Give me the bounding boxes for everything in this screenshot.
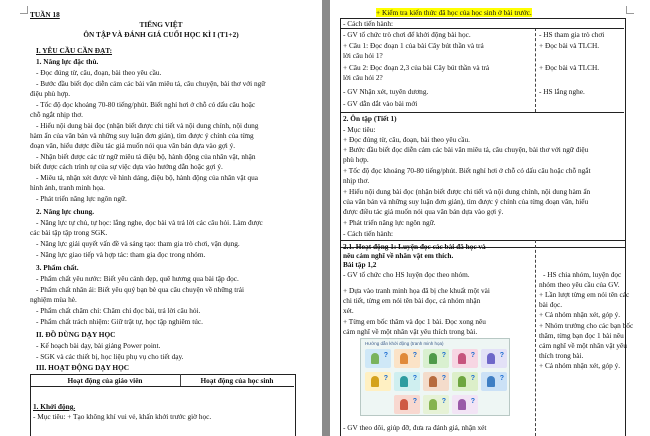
margin-corner-mark — [626, 6, 634, 14]
text-line: + Bước đầu biết đọc diễn cảm các bài văn miêu tả, câu chuyện, bài thơ với ngữ điệu — [343, 145, 589, 154]
student-text: - HS chia nhóm, luyện đọc — [543, 270, 622, 279]
text-line: + Câu 1: Đọc đoạn 1 của bài Cây bút thần và trả — [343, 41, 484, 50]
student-text: - HS lắng nghe. — [539, 87, 585, 96]
student-text: cảm nghĩ về một nhân vật yêu — [539, 341, 627, 350]
right-page — [330, 0, 650, 436]
text-line: + Dựa vào tranh minh họa đã bị che khuất một vài — [343, 286, 490, 295]
subject-heading: TIẾNG VIỆT — [139, 20, 183, 29]
student-text: bài đọc. — [539, 300, 563, 309]
text-line: - Năng lực giao tiếp và hợp tác: tham gia đọc trong nhóm. — [36, 250, 206, 259]
table-header-student: Hoạt động của học sinh — [200, 376, 274, 385]
student-text: + Cả nhóm nhận xét, góp ý. — [539, 310, 621, 319]
story-card: ? — [481, 349, 507, 368]
text-line: chi tiết, từng em nói tên bài đọc, cả nhóm nhận — [343, 296, 481, 305]
exercise-label: Bài tập 1,2 — [343, 260, 377, 269]
subsection-heading: 1. Năng lực đặc thù. — [36, 57, 99, 66]
text-line: - GV theo dõi, giúp đỡ, đưa ra đánh giá, nhận xét — [343, 423, 487, 432]
text-line: - Hiểu nội dung bài đọc (nhận biết được chi tiết và nội dung chính, nội dung — [36, 121, 259, 130]
story-card: ? — [452, 349, 478, 368]
text-line: lời câu hỏi 1? — [343, 51, 383, 60]
text-line: phù hợp. — [343, 155, 369, 164]
text-line: - Mục tiêu: + Tạo không khí vui vẻ, khấn khởi trước giờ học. — [33, 412, 212, 421]
story-card: ? — [423, 372, 449, 391]
table-column-divider — [535, 28, 536, 112]
text-line: chỗ ngắt nhịp thơ. — [30, 110, 83, 119]
text-line: lời câu hỏi 2? — [343, 73, 383, 82]
text-line: - Đọc đúng từ, câu, đoạn, bài theo yêu cầu. — [36, 68, 162, 77]
text-line: + Từng em bốc thăm và đọc 1 bài. Đọc xong nêu — [343, 317, 486, 326]
text-line: - Phẩm chất trách nhiệm: Giữ trật tự, học tập nghiêm túc. — [36, 317, 203, 326]
week-label: TUẦN 18 — [30, 10, 60, 19]
text-line: - GV dẫn dắt vào bài mới — [343, 99, 418, 108]
student-text: + Lần lượt từng em nói tên các — [539, 290, 630, 299]
section-heading: I. YÊU CẦU CẦN ĐẠT: — [36, 46, 113, 55]
text-line: + Đọc đúng từ, câu, đoạn, bài theo yêu cầu. — [343, 135, 471, 144]
story-card: ? — [452, 395, 478, 414]
table-header-teacher: Hoạt động của giáo viên — [67, 376, 143, 385]
text-line: - Phẩm chất chăm chỉ: Chăm chỉ đọc bài, trả lời câu hỏi. — [36, 306, 201, 315]
story-card: ? — [394, 372, 420, 391]
text-line: - Phẩm chất yêu nước: Biết yêu cảnh đẹp, quê hương qua bài tập đọc. — [36, 274, 239, 283]
student-text: nhóm theo yêu cầu của GV. — [539, 280, 620, 289]
left-page — [0, 0, 322, 436]
story-card: ? — [481, 372, 507, 391]
text-line: - GV Nhận xét, tuyên dương. — [343, 87, 429, 96]
text-line: - Mục tiêu: — [343, 125, 376, 134]
table-rule — [340, 28, 624, 29]
text-line: - Kế hoạch bài dạy, bài giảng Power point. — [36, 341, 161, 350]
text-line: biết được cách trình tự của sự việc dựa vào hướng dẫn hoặc gợi ý. — [30, 162, 223, 171]
student-text: + Nhóm trưởng cho các bạn bốc — [539, 321, 634, 330]
text-line: + Hiểu nội dung bài đọc (nhận biết được chi tiết và nội dung chính, nội dung hàm ẩn — [343, 187, 591, 196]
text-line: - Năng lực tự chủ, tự học: lắng nghe, đọc bài và trả lời các câu hỏi. Làm được — [36, 218, 263, 227]
student-text: thích trong bài. — [539, 351, 584, 360]
figure-caption: Hướng dẫn khởi động (tranh minh họa) — [365, 341, 444, 346]
text-line: hàm ẩn của văn bản và những suy luận đơn giản), tìm được ý chính của từng — [30, 131, 254, 140]
story-card: ? — [365, 349, 391, 368]
text-line: - Phát triển năng lực ngôn ngữ. — [36, 194, 127, 203]
text-line: của văn bản và những suy luận đơn giản), tìm được ý chính của từng đoạn văn, hiểu — [343, 197, 589, 206]
student-text: + Cả nhóm nhận xét, góp ý. — [539, 361, 621, 370]
section-heading: 2. Ôn tập (Tiết 1) — [343, 114, 397, 123]
text-line: - Cách tiến hành: — [343, 19, 394, 28]
student-text: + Đọc bài và TLCH. — [539, 63, 600, 72]
table-column-divider — [535, 240, 536, 436]
table-rule — [30, 386, 294, 387]
text-line: xét. — [343, 306, 354, 315]
illustration-figure — [360, 338, 510, 416]
lesson-title: ÔN TẬP VÀ ĐÁNH GIÁ CUỐI HỌC KÌ I (T1+2) — [83, 30, 239, 39]
text-line: - Cách tiến hành: — [343, 229, 394, 238]
text-line: - Miêu tả, nhận xét được về hình dáng, điệu bộ, hành động của nhân vật qua — [36, 173, 258, 182]
student-text: thăm, từng bạn đọc 1 bài nêu — [539, 331, 624, 340]
text-line: - GV tổ chức trò chơi để khởi động bài học. — [343, 30, 471, 39]
text-line: được điều tác giả muốn nói qua văn bản dựa vào gợi ý. — [343, 207, 504, 216]
text-line: - Nhận biết được các từ ngữ miêu tả điệu bộ, hành động của nhân vật, nhận — [36, 152, 256, 161]
text-line: đoạn văn, hiểu được điều tác giả muốn nói qua văn bản dựa vào gợi ý. — [30, 141, 236, 150]
text-line: + Phát triển năng lực ngôn ngữ. — [343, 218, 436, 227]
text-line: - Năng lực giải quyết vấn đề và sáng tạo: tham gia trò chơi, vận dụng. — [36, 239, 240, 248]
story-card: ? — [365, 372, 391, 391]
story-card: ? — [394, 349, 420, 368]
text-line: cảm nghĩ về một nhân vật yêu thích trong bài. — [343, 327, 478, 336]
subsection-heading: 2. Năng lực chung. — [36, 207, 95, 216]
text-line: - Phẩm chất nhân ái: Biết yêu quý bạn bè qua câu chuyện về những trải — [36, 285, 245, 294]
text-line: - GV tổ chức cho HS luyện đọc theo nhóm. — [343, 270, 470, 279]
text-line: - Tốc độ đọc khoảng 70-80 tiếng/phút. Biết nghỉ hơi ở chỗ có dấu câu hoặc — [36, 100, 256, 109]
text-line: các bài tập tập trong SGK. — [30, 228, 108, 237]
text-line: điệu phù hợp. — [30, 89, 71, 98]
text-line: - SGK và các thiết bị, học liệu phụ vụ cho tiết dạy. — [36, 352, 184, 361]
section-heading: II. ĐỒ DÙNG DẠY HỌC — [36, 330, 116, 339]
activity-heading: 1. Khởi động. — [33, 402, 76, 411]
text-line: hình ảnh, tranh minh họa. — [30, 183, 105, 192]
table-rule — [340, 112, 624, 113]
story-card: ? — [394, 395, 420, 414]
story-card: ? — [423, 349, 449, 368]
student-text: + Đọc bài và TLCH. — [539, 41, 600, 50]
story-card: ? — [452, 372, 478, 391]
activity-heading: 2.1. Hoạt động 1: Luyện đọc các bài đã học và — [343, 242, 486, 251]
text-line: + Câu 2: Đọc đoạn 2,3 của bài Cây bút thần và trả — [343, 63, 490, 72]
text-line: nghiệm mùa hè. — [30, 295, 77, 304]
section-heading: III. HOẠT ĐỘNG DẠY HỌC — [36, 363, 130, 372]
subsection-heading: 3. Phẩm chất. — [36, 263, 79, 272]
margin-corner-mark — [20, 6, 28, 14]
highlighted-objective: + Kiểm tra kiến thức đã học của học sinh ở bài trước. — [376, 8, 532, 17]
activity-heading: nêu cảm nghĩ về nhân vật em thích. — [343, 251, 454, 260]
text-line: + Tốc độ đọc khoảng 70-80 tiếng/phút. Biết nghỉ hơi ở chỗ có dấu câu hoặc chỗ ngắt — [343, 166, 591, 175]
story-card: ? — [423, 395, 449, 414]
text-line: nhịp thơ. — [343, 176, 370, 185]
text-line: - Bước đầu biết đọc diễn cảm các bài văn miêu tả, câu chuyện, bài thơ với ngữ — [36, 79, 266, 88]
student-text: - HS tham gia trò chơi — [539, 30, 605, 39]
